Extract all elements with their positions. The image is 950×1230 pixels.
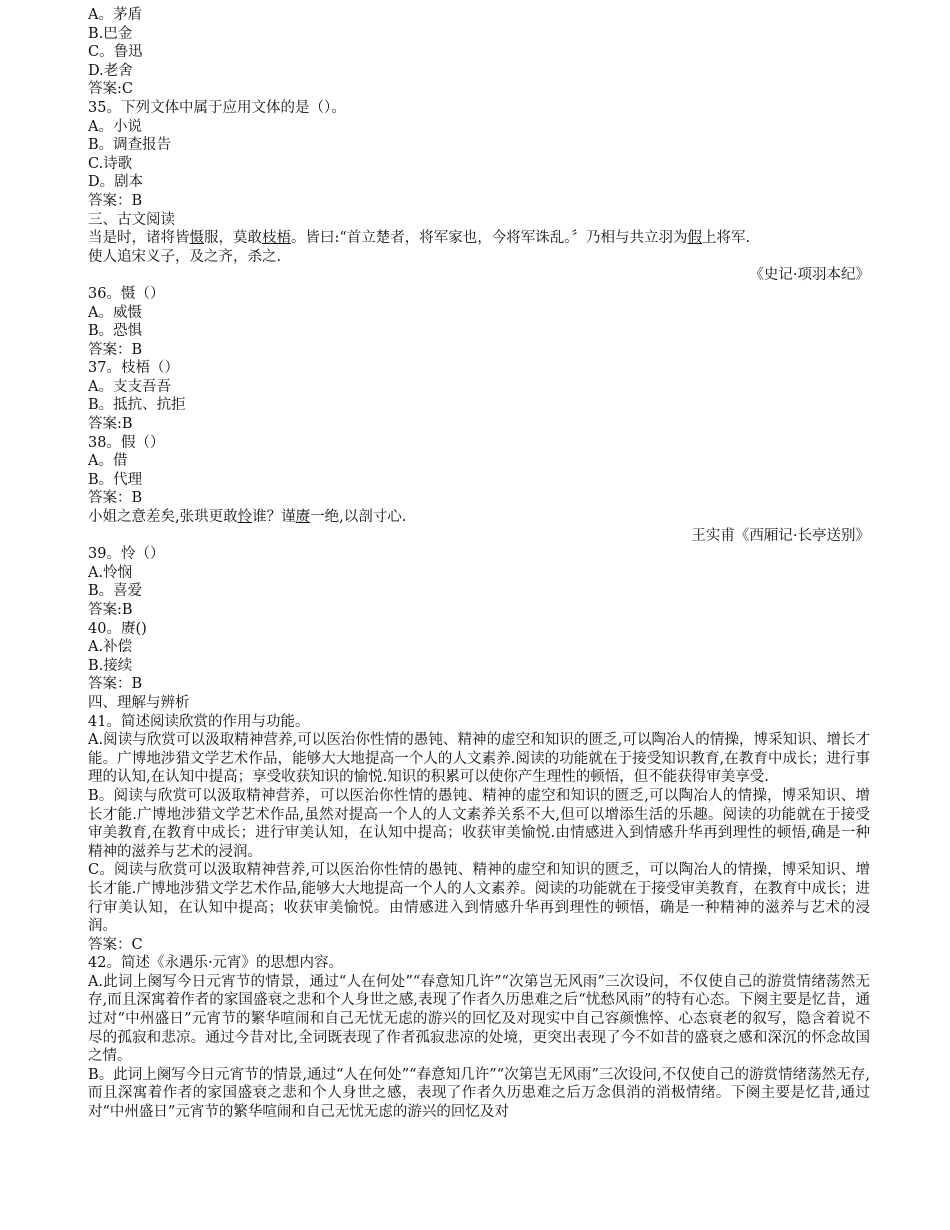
q38-option-a: A。借 (88, 453, 128, 470)
q36-option-a: A。威慑 (88, 304, 142, 321)
q35-option-d: D。剧本 (88, 174, 144, 191)
q40-option-a: A.补偿 (88, 639, 133, 656)
q41-answer: 答案：C (88, 936, 143, 953)
q37-option-b: B。抵抗、抗拒 (88, 397, 186, 414)
q35-stem: 35。下列文体中属于应用文体的是（）。 (88, 99, 346, 116)
section4-heading: 四、理解与辨析 (88, 694, 190, 711)
q39-stem: 39。怜（） (88, 546, 165, 563)
q38-stem: 38。假（） (88, 434, 165, 451)
q34-option-b: B.巴金 (88, 25, 133, 42)
q37-option-a: A。支支吾吾 (88, 378, 171, 395)
q34-answer: 答案:C (88, 81, 133, 98)
q38-answer: 答案：B (88, 490, 143, 507)
passage2-term-geng: 赓 (295, 509, 311, 526)
q39-option-a: A.怜悯 (88, 564, 133, 581)
q37-answer: 答案:B (88, 416, 133, 433)
q36-stem: 36。慑（） (88, 285, 165, 302)
q40-option-b: B.接续 (88, 657, 133, 674)
passage1-source: 《史记·项羽本纪》 (749, 267, 870, 284)
q42-option-b: B。此词上阕写今日元宵节的情景,通过“人在何处”“春意知几许”“次第岂无风雨”三次设问,不仅使自己的游赏情绪荡然无存,而且深寓着作者的家国盛衰之悲和个人身世之感，表现了作者久历患难之后万念俱消的消极情绪。下阕主要是忆昔,通过对“中州盛日”元宵节的繁华喧闹和自己无忧无虑的游兴的回忆及对 (88, 1066, 870, 1121)
q41-option-b: B。阅读与欣赏可以汲取精神营养，可以医治你性情的愚钝、精神的虚空和知识的匮乏,可以陶冶人的情操，博采知识、增长才能.广博地涉猎文学艺术作品,虽然对提高一个人的人文素养关系不大,但可以增添生活的乐趣。阅读的功能就在于接受审美教育,在教育中成长；进行审美认知，在认知中提高；收获审美愉悦.由情感进入到情感升华再到理性的顿悟,确是一种精神的滋养与艺术的浸润。 (88, 787, 870, 860)
passage1-term-she: 慑 (189, 230, 204, 247)
q36-option-b: B。恐惧 (88, 323, 143, 340)
q35-answer: 答案：B (88, 192, 143, 209)
q42-option-a: A.此词上阕写今日元宵节的情景，通过“人在何处”“春意知几许”“次第岂无风雨”三次设问，不仅使自己的游赏情绪荡然无存,而且深寓着作者的家国盛衰之悲和个人身世之感,表现了作者久历患难之后“忧愁风雨”的特有心态。下阕主要是忆昔，通过对“中州盛日”元宵节的繁华喧闹和自己无忧无虑的游兴的回忆及对现实中自己容颜憔悴、心态衰老的叙写，隐含着说不尽的孤寂和悲凉。通过今昔对比,全词既表现了作者孤寂悲凉的处境，更突出表现了今不如昔的盛衰之感和深沉的怀念故国之情。 (88, 973, 870, 1065)
passage2-text: 小姐之意差矣,张珙更敢怜谁？谨赓一绝,以剖寸心. (88, 509, 407, 526)
passage1-term-jia: 假 (687, 230, 703, 247)
section3-heading: 三、古文阅读 (88, 211, 175, 228)
q37-stem: 37。枝梧（） (88, 360, 179, 377)
q42-stem: 42。简述《永遇乐·元宵》的思想内容。 (88, 955, 344, 972)
passage2-term-lian: 怜 (237, 509, 253, 526)
q36-answer: 答案：B (88, 341, 143, 358)
passage1-term-zhiwu: 枝梧 (262, 230, 291, 247)
q35-option-a: A。小说 (88, 118, 142, 135)
q35-option-b: B。调查报告 (88, 137, 172, 154)
q40-stem: 40。赓() (88, 620, 147, 637)
q41-stem: 41。简述阅读欣赏的作用与功能。 (88, 713, 310, 730)
q35-option-c: C.诗歌 (88, 155, 133, 172)
q34-option-a: A。茅盾 (88, 7, 142, 23)
document-page (88, 6, 870, 1122)
q39-answer: 答案:B (88, 602, 133, 618)
q40-answer: 答案：B (88, 676, 143, 693)
q39-option-b: B。喜爱 (88, 583, 143, 600)
q41-option-a: A.阅读与欣赏可以汲取精神营养,可以医治你性情的愚钝、精神的虚空和知识的匮乏,可以陶冶人的情操，博采知识、增长才能。广博地涉猎文学艺术作品，能够大大地提高一个人的人文素养.阅读的功能就在于接受知识教育,在教育中成长；进行事理的认知,在认知中提高；享受收获知识的愉悦.知识的积累可以使你产生理性的顿悟，但不能获得审美享受. (88, 732, 870, 786)
passage1-text: 当是时，诸将皆慑服，莫敢枝梧。皆曰:“首立楚者，将军家也，今将军诛乱。〞乃相与共立羽为假上将军. (88, 230, 751, 247)
q34-option-d: D.老舍 (88, 62, 133, 79)
q38-option-b: B。代理 (88, 471, 143, 488)
passage1-line2: 使人追宋义子，及之齐，杀之. (88, 248, 282, 265)
q34-option-c: C。鲁迅 (88, 44, 143, 61)
passage2-source: 王实甫《西厢记·长亭送别》 (691, 527, 870, 544)
q41-option-c: C。阅读与欣赏可以汲取精神营养,可以医治你性情的愚钝、精神的虚空和知识的匮乏，可以陶冶人的情操，博采知识、增长才能.广博地涉猎文学艺术作品,能够大大地提高一个人的人文素养。阅读的功能就在于接受审美教育，在教育中成长；进行审美认知，在认知中提高；收获审美愉悦。由情感进入到情感升华再到理性的顿悟，确是一种精神的滋养与艺术的浸润。 (88, 862, 870, 935)
